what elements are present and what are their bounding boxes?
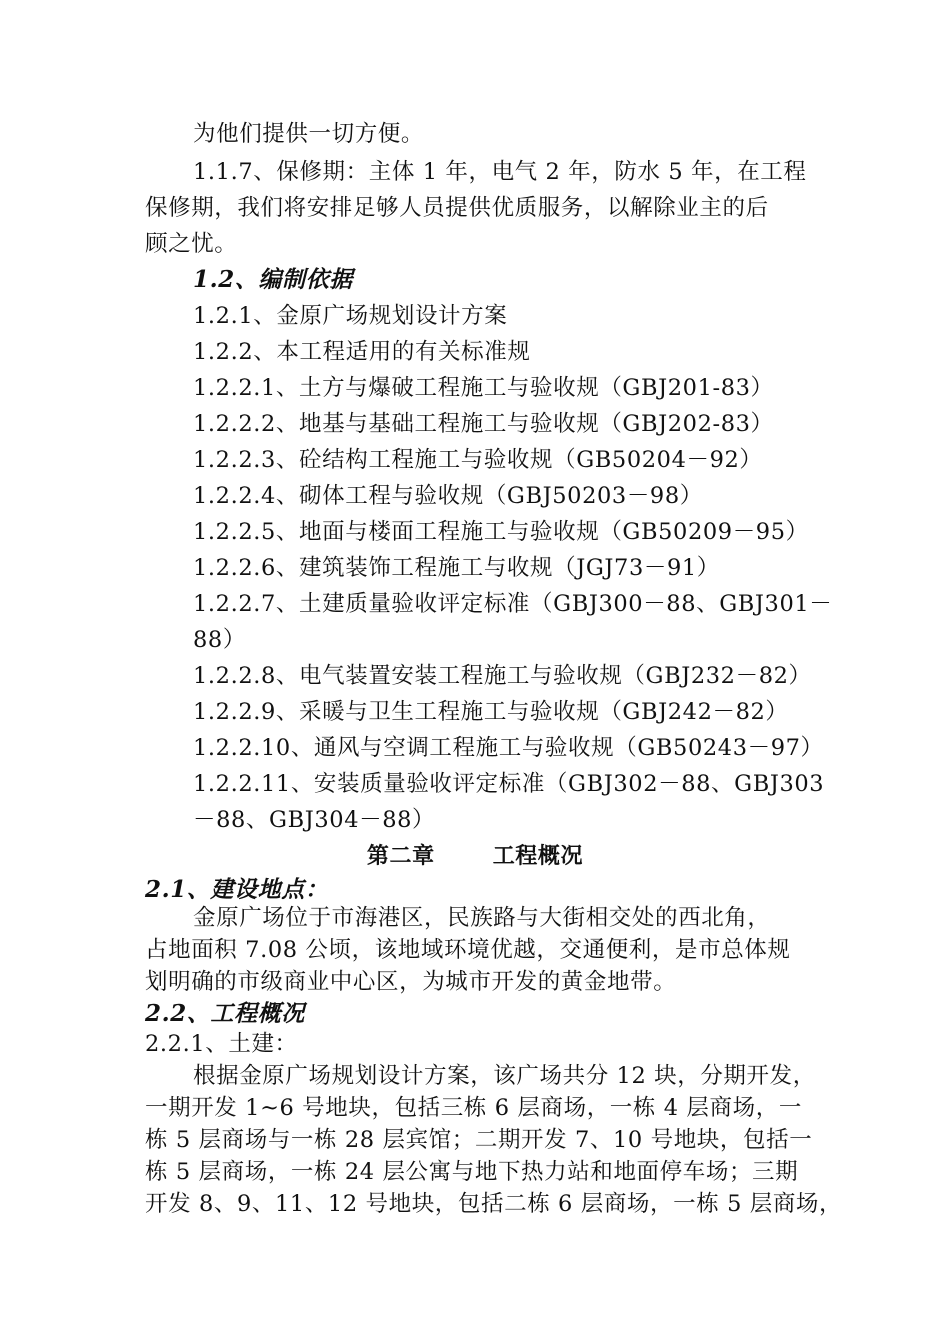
list-item: 1.2.2.8、电气装置安装工程施工与验收规（GBJ232－82） xyxy=(193,663,812,689)
list-item: 1.2.2.1、土方与爆破工程施工与验收规（GBJ201-83） xyxy=(193,375,774,401)
list-item: 1.2.2.4、砌体工程与验收规（GBJ50203－98） xyxy=(193,483,703,509)
paragraph-line: 金原广场位于市海港区，民族路与大街相交处的西北角， xyxy=(193,905,771,931)
list-item: 1.2.2.6、建筑装饰工程施工与收规（JGJ73－91） xyxy=(193,555,720,581)
chapter-number: 第二章 xyxy=(366,843,435,869)
paragraph-line: 顾之忧。 xyxy=(145,231,238,257)
section-heading: 1.2、编制依据 xyxy=(193,266,353,293)
list-item-continuation: －88、GBJ304－88） xyxy=(193,807,436,833)
paragraph-line: 根据金原广场规划设计方案，该广场共分 12 块，分期开发， xyxy=(193,1063,816,1089)
list-item: 1.2.2、本工程适用的有关标准规 xyxy=(193,339,531,365)
paragraph-line: 为他们提供一切方便。 xyxy=(193,121,425,147)
list-item: 1.2.2.2、地基与基础工程施工与验收规（GBJ202-83） xyxy=(193,411,774,437)
section-heading: 2.1、建设地点： xyxy=(145,876,329,903)
list-item: 1.2.2.9、采暖与卫生工程施工与验收规（GBJ242－82） xyxy=(193,699,789,725)
list-item: 1.2.2.3、砼结构工程施工与验收规（GB50204－92） xyxy=(193,447,763,473)
list-item: 1.2.2.5、地面与楼面工程施工与验收规（GB50209－95） xyxy=(193,519,809,545)
paragraph-line: 栋 5 层商场与一栋 28 层宾馆；二期开发 7、10 号地块，包括一 xyxy=(145,1127,813,1153)
subsection-heading: 2.2.1、土建： xyxy=(145,1031,298,1057)
paragraph-line: 划明确的市级商业中心区，为城市开发的黄金地带。 xyxy=(145,969,677,995)
list-item-continuation: 88） xyxy=(193,627,246,653)
paragraph-line: 占地面积 7.08 公顷，该地域环境优越，交通便利，是市总体规 xyxy=(145,937,791,963)
chapter-name: 工程概况 xyxy=(492,843,584,869)
list-item: 1.2.1、金原广场规划设计方案 xyxy=(193,303,508,329)
paragraph-line: 一期开发 1~6 号地块，包括三栋 6 层商场，一栋 4 层商场，一 xyxy=(145,1095,802,1121)
chapter-title xyxy=(0,838,950,874)
section-heading: 2.2、工程概况 xyxy=(145,1000,305,1027)
list-item: 1.2.2.7、土建质量验收评定标准（GBJ300－88、GBJ301－ xyxy=(193,591,833,617)
list-item: 1.2.2.10、通风与空调工程施工与验收规（GB50243－97） xyxy=(193,735,824,761)
paragraph-line: 开发 8、9、11、12 号地块，包括二栋 6 层商场，一栋 5 层商场， xyxy=(145,1191,843,1217)
paragraph-line: 1.1.7、保修期：主体 1 年，电气 2 年，防水 5 年，在工程 xyxy=(193,159,807,185)
paragraph-line: 保修期，我们将安排足够人员提供优质服务，以解除业主的后 xyxy=(145,195,769,221)
paragraph-line: 栋 5 层商场，一栋 24 层公寓与地下热力站和地面停车场；三期 xyxy=(145,1159,799,1185)
list-item: 1.2.2.11、安装质量验收评定标准（GBJ302－88、GBJ303 xyxy=(193,771,825,797)
